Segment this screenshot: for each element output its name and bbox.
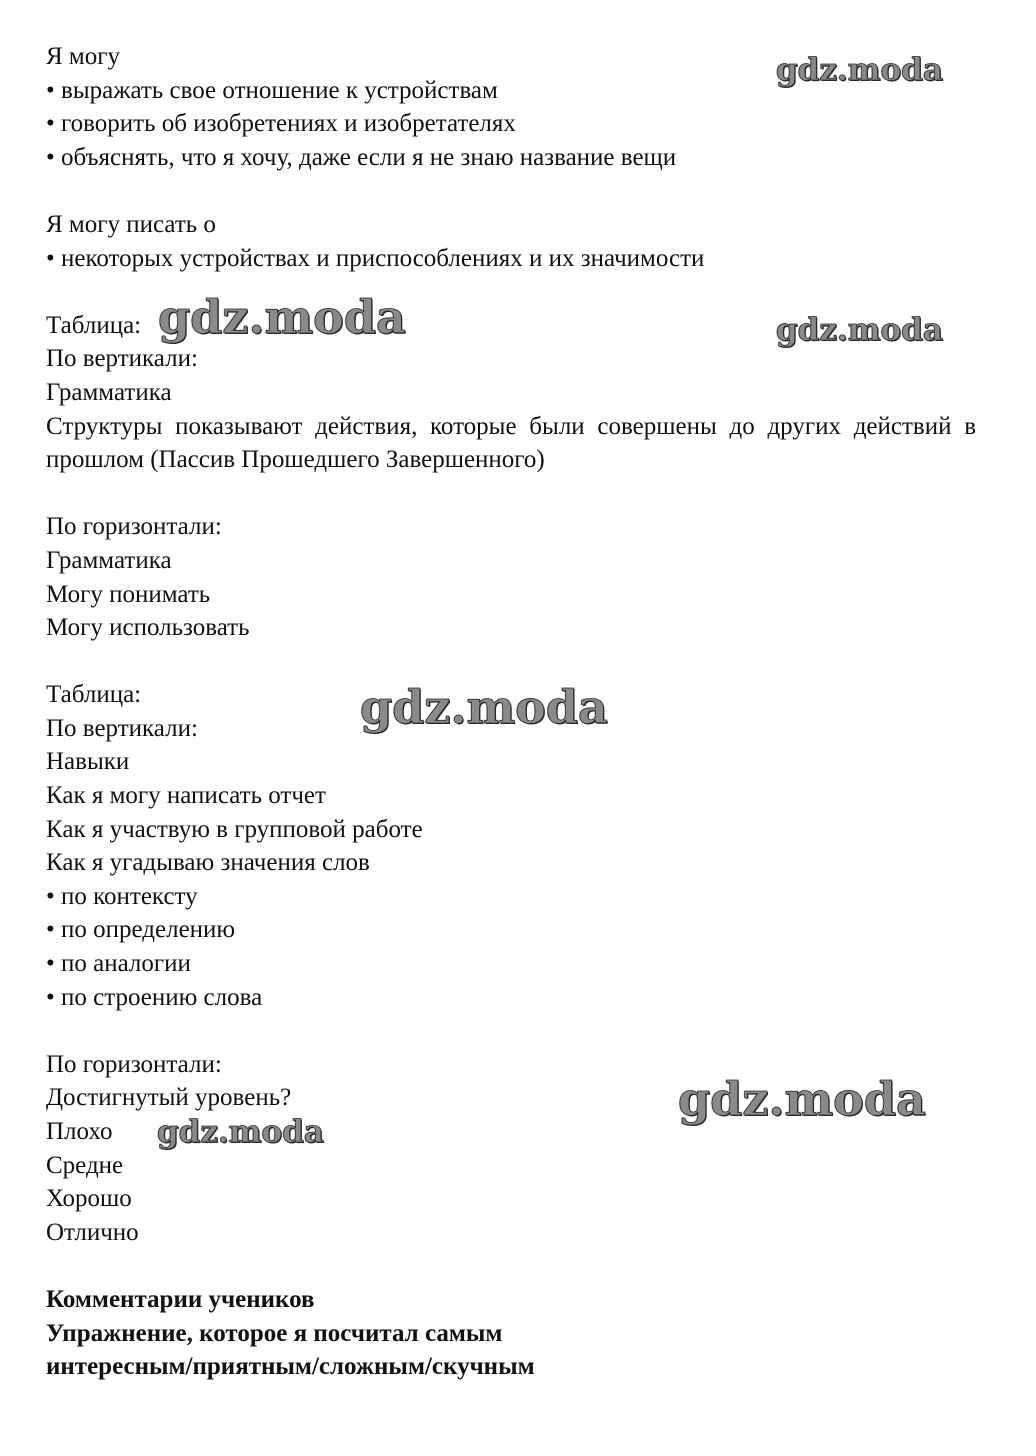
- spacer: [46, 477, 976, 511]
- table2-horizontal-item: Плохо: [46, 1118, 113, 1145]
- spacer: [46, 1249, 976, 1283]
- table2-vertical-item: Как я могу написать отчет: [46, 782, 326, 810]
- table2-vertical-bullet: • по определению: [46, 913, 976, 947]
- table2-vertical-bullet: • по строению слова: [46, 981, 976, 1015]
- table2-vertical-item: Как я участвую в групповой работе: [46, 815, 423, 843]
- table2-vertical-item: Как я угадываю значения слов: [46, 849, 370, 877]
- watermark-logo: gdz.moda: [678, 1072, 926, 1126]
- table1-horizontal-item: Грамматика: [46, 546, 172, 574]
- table1-horizontal-item: Могу понимать: [46, 580, 211, 608]
- watermark-logo: gdz.moda: [776, 52, 943, 88]
- watermark-logo: gdz.moda: [157, 1114, 324, 1150]
- comments-heading: Комментарии учеников: [46, 1285, 315, 1313]
- table2-horizontal-item: Средне: [46, 1151, 124, 1179]
- table1-vertical-item: Грамматика: [46, 378, 172, 406]
- can-item: • выражать свое отношение к устройствам: [46, 74, 976, 108]
- can-item: • объяснять, что я хочу, даже если я не знаю название вещи: [46, 141, 976, 175]
- watermark-logo: gdz.moda: [776, 312, 943, 348]
- spacer: [46, 174, 976, 208]
- table1-vertical-label: По вертикали:: [46, 345, 198, 373]
- table2-vertical-bullet: • по аналогии: [46, 947, 976, 981]
- table2-horizontal-item: Достигнутый уровень?: [46, 1084, 292, 1112]
- can-item: • говорить об изобретениях и изобретателях: [46, 107, 976, 141]
- table2-vertical-label: По вертикали:: [46, 714, 198, 742]
- watermark-logo: gdz.moda: [158, 290, 406, 344]
- table2-vertical-bullet: • по контексту: [46, 880, 976, 914]
- table1-horizontal-label: По горизонтали:: [46, 513, 222, 541]
- write-heading: Я могу писать о: [46, 210, 216, 238]
- table1-vertical-description: Структуры показывают действия, которые были совершены до других действий в прошлом (Пассив Прошедшего Завершенного): [46, 412, 976, 474]
- write-item: • некоторых устройствах и приспособлениях и их значимости: [46, 242, 976, 276]
- can-heading: Я могу: [46, 43, 120, 70]
- table1-horizontal-item: Могу использовать: [46, 614, 250, 642]
- watermark-logo: gdz.moda: [360, 680, 608, 734]
- spacer: [46, 275, 976, 309]
- spacer: [46, 645, 976, 679]
- document-page: [46, 40, 976, 1384]
- comments-line: Упражнение, которое я посчитал самым: [46, 1319, 503, 1347]
- table2-horizontal-label: По горизонтали:: [46, 1050, 222, 1078]
- table2-vertical-item: Навыки: [46, 748, 130, 776]
- table2-title: Таблица:: [46, 681, 142, 709]
- table2-horizontal-item: Отлично: [46, 1218, 139, 1246]
- table1-title: Таблица:: [46, 311, 142, 339]
- spacer: [46, 1014, 976, 1048]
- table2-horizontal-item: Хорошо: [46, 1185, 132, 1213]
- comments-line: интересным/приятным/сложным/скучным: [46, 1353, 535, 1381]
